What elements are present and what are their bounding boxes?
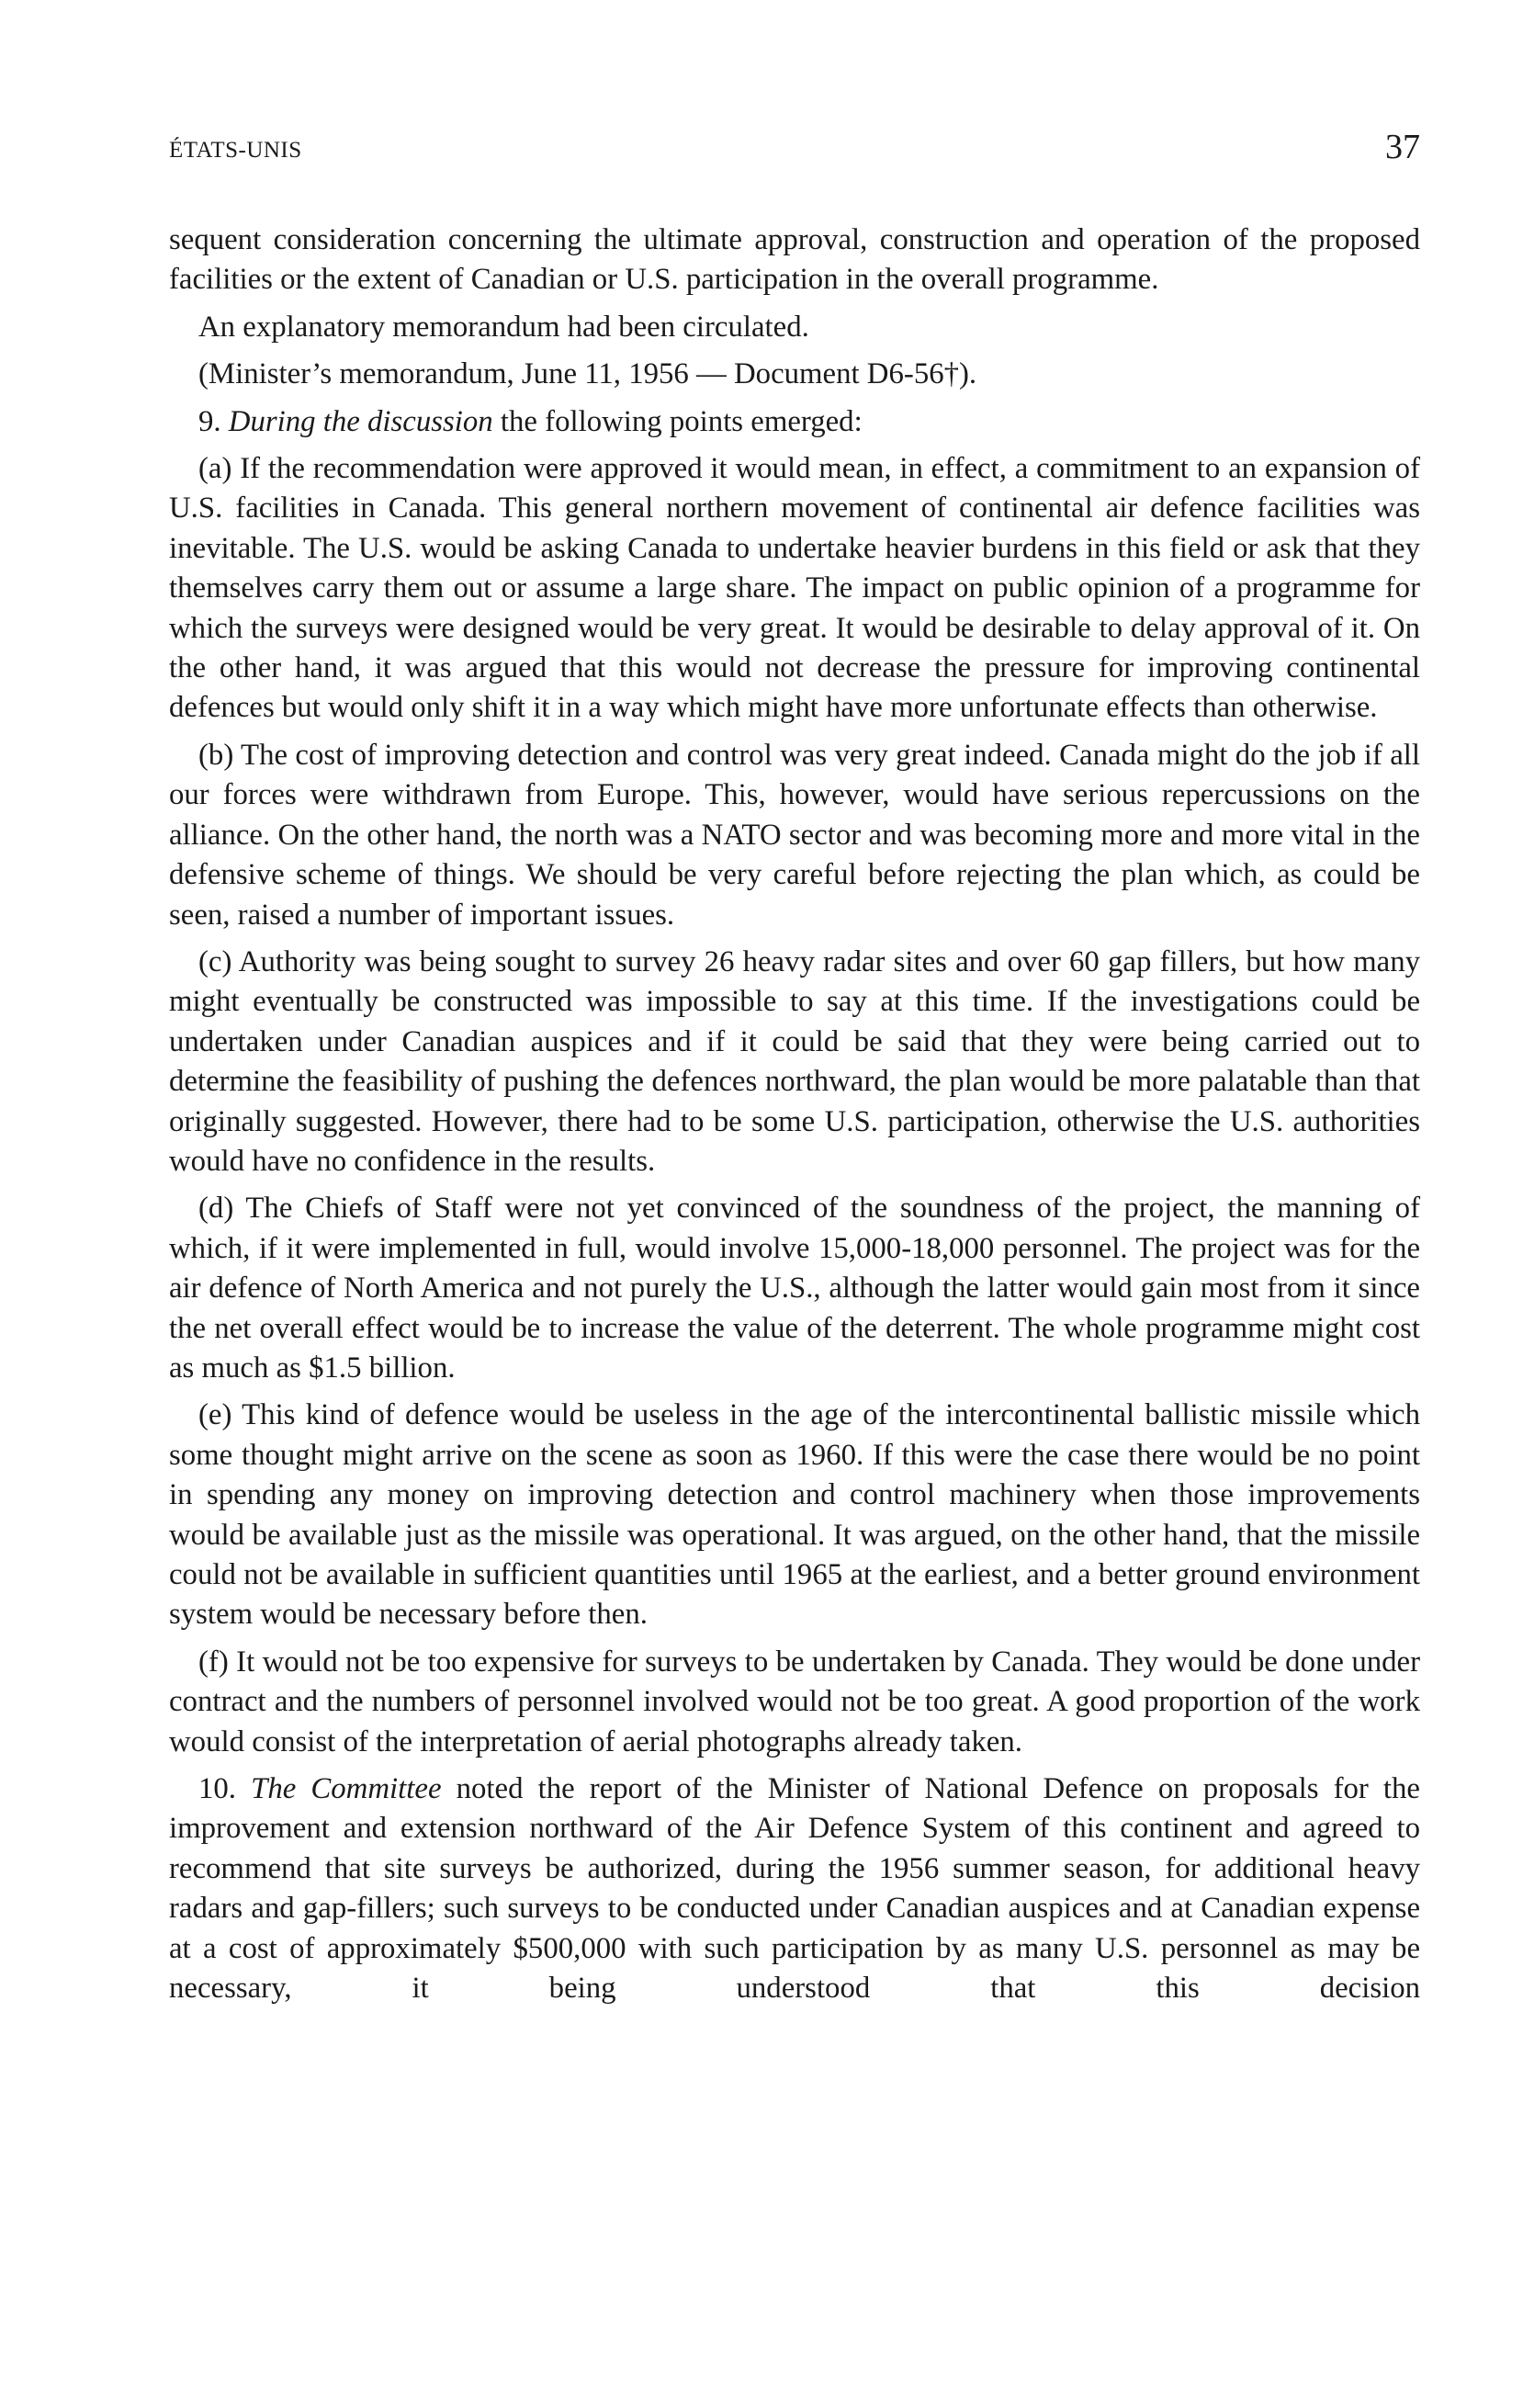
paragraph-continuation <box>169 220 1420 300</box>
page-number: 37 <box>1385 128 1420 166</box>
paragraph-text: (Minister’s memorandum, June 11, 1956 — Document D6-56†). <box>198 357 977 391</box>
paragraph-text: (f) It would not be too expensive for surveys to be undertaken by Canada. They would be done under contract and the numbers of personnel involved would not be too great. A good proportion of the work would consist of the interpretation of aerial photographs already taken. <box>169 1645 1420 1758</box>
paragraph-point-d <box>169 1189 1420 1388</box>
body-text <box>169 220 1420 2008</box>
paragraph-text: (a) If the recommendation were approved it would mean, in effect, a commitment to an expansion of U.S. facilities in Canada. This general northern movement of continental air defence facilities was inevitable. The U.S. would be asking Canada to undertake heavier burdens in this field or ask that they themselves carry them out or assume a large share. The impact on public opinion of a programme for which the surveys were designed would be very great. It would be desirable to delay approval of it. On the other hand, it was argued that this would not decrease the pressure for improving continental defences but would only shift it in a way which might have more unfortunate effects than otherwise. <box>169 452 1420 725</box>
paragraph-text: sequent consideration concerning the ultimate approval, construction and operation of the proposed facilities or the extent of Canadian or U.S. participation in the overall programme. <box>169 223 1420 297</box>
paragraph-point-f <box>169 1643 1420 1762</box>
paragraph-italic-lead: The Committee <box>251 1772 442 1806</box>
paragraph-text: (b) The cost of improving detection and control was very great indeed. Canada might do the job if all our forces were withdrawn from Europe. This, however, would have serious repercussions on the alliance. On the other hand, the north was a NATO sector and was becoming more and more vital in the defensive scheme of things. We should be very careful before rejecting the plan which, as could be seen, raised a number of important issues. <box>169 738 1420 932</box>
paragraph-9 <box>169 402 1420 442</box>
paragraph-number: 10. <box>198 1772 252 1806</box>
paragraph-text: the following points emerged: <box>492 404 863 438</box>
paragraph-text: (d) The Chiefs of Staff were not yet convinced of the soundness of the project, the manning of which, if it were implemented in full, would involve 15,000-18,000 personnel. The project was for the air defence of North America and not purely the U.S., although the latter would gain most from it since the net overall effect would be to increase the value of the deterrent. The whole programme might cost as much as $1.5 billion. <box>169 1192 1420 1385</box>
document-page <box>169 127 1420 2016</box>
paragraph-memorandum-note <box>169 308 1420 347</box>
paragraph-text: noted the report of the Minister of National Defence on proposals for the improvement and extension northward of the Air Defence System of this continent and agreed to recommend that site surveys be authorized, during the 1956 summer season, for additional heavy radars and gap-fillers; such surveys to be conducted under Canadian auspices and at Canadian expense at a cost of approximately $500,000 with such participation by as many U.S. personnel as may be necessary, it being understood that this decision <box>169 1772 1420 2006</box>
paragraph-point-b <box>169 736 1420 935</box>
paragraph-italic-lead: During the discussion <box>228 404 493 438</box>
paragraph-document-reference <box>169 355 1420 394</box>
paragraph-point-e <box>169 1396 1420 1634</box>
paragraph-10 <box>169 1769 1420 2008</box>
paragraph-point-c <box>169 943 1420 1181</box>
running-title: ÉTATS-UNIS <box>169 138 302 163</box>
paragraph-point-a <box>169 449 1420 729</box>
paragraph-text: An explanatory memorandum had been circulated. <box>198 310 809 344</box>
paragraph-text: (c) Authority was being sought to survey 26 heavy radar sites and over 60 gap fillers, but how many might eventually be constructed was impossible to say at this time. If the investigations could be undertaken under Canadian auspices and if it could be said that they were being carried out to determine the feasibility of pushing the defences northward, the plan would be more palatable than that originally suggested. However, there had to be some U.S. participation, otherwise the U.S. authorities would have no confidence in the results. <box>169 944 1420 1178</box>
paragraph-text: (e) This kind of defence would be useless in the age of the intercontinental ballistic missile which some thought might arrive on the scene as soon as 1960. If this were the case there would be no point in spending any money on improving detection and control machinery when those improvements would be available just as the missile was operational. It was argued, on the other hand, that the missile could not be available in sufficient quantities until 1965 at the earliest, and a better ground environment system would be necessary before then. <box>169 1398 1420 1632</box>
paragraph-number: 9. <box>198 404 229 438</box>
running-header <box>169 127 1420 173</box>
